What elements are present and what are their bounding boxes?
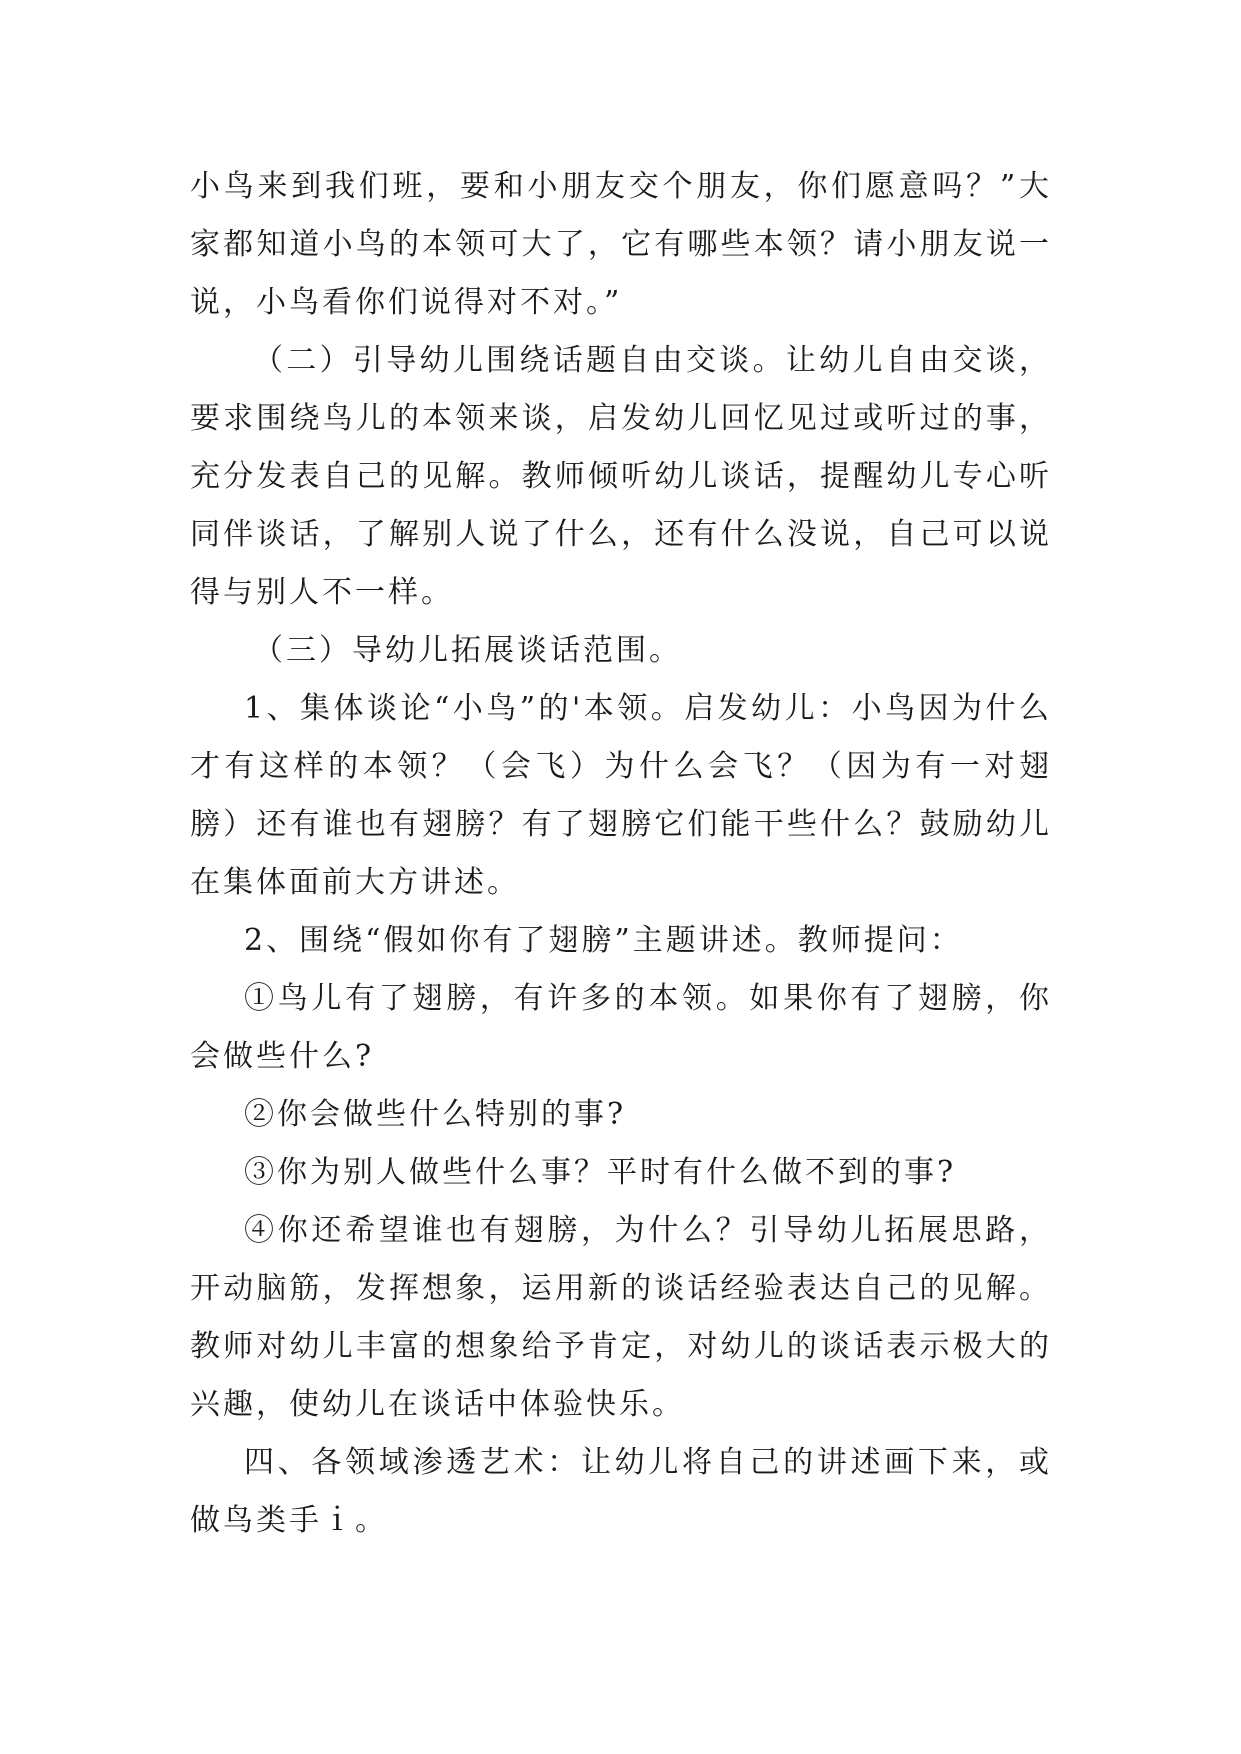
- paragraph-question-four: ④你还希望谁也有翅膀，为什么？引导幼儿拓展思路，开动脑筋，发挥想象，运用新的谈话经验表达自己的见解。教师对幼儿丰富的想象给予肯定，对幼儿的谈话表示极大的兴趣，使幼儿在谈话中体验快乐。: [190, 1213, 1052, 1422]
- paragraph-item-one: 1、集体谈论“小鸟”的'本领。启发幼儿：小鸟因为什么才有这样的本领？（会飞）为什么会飞？（因为有一对翅膀）还有谁也有翅膀？有了翅膀它们能干些什么？鼓励幼儿在集体面前大方讲述。: [190, 691, 1052, 900]
- paragraph-section-three-heading: （三）导幼儿拓展谈话范围。: [253, 633, 682, 668]
- paragraph-intro-continued: 小鸟来到我们班，要和小朋友交个朋友，你们愿意吗？”大家都知道小鸟的本领可大了，它有哪些本领？请小朋友说一说，小鸟看你们说得对不对。”: [190, 169, 1052, 320]
- paragraph-question-one: ①鸟儿有了翅膀，有许多的本领。如果你有了翅膀，你会做些什么?: [190, 981, 1052, 1074]
- paragraph-question-three: ③你为别人做些什么事？平时有什么做不到的事?: [244, 1155, 957, 1190]
- document-body: [190, 158, 1052, 1550]
- paragraph-question-two: ②你会做些什么特别的事?: [244, 1097, 627, 1132]
- paragraph-item-two: 2、围绕“假如你有了翅膀”主题讲述。教师提问：: [244, 923, 963, 958]
- paragraph-section-four: 四、各领域渗透艺术：让幼儿将自己的讲述画下来，或做鸟类手ｉ。: [190, 1445, 1052, 1538]
- paragraph-section-two: （二）引导幼儿围绕话题自由交谈。让幼儿自由交谈，要求围绕鸟儿的本领来谈，启发幼儿回忆见过或听过的事，充分发表自己的见解。教师倾听幼儿谈话，提醒幼儿专心听同伴谈话，了解别人说了什么，还有什么没说，自己可以说得与别人不一样。: [190, 343, 1052, 610]
